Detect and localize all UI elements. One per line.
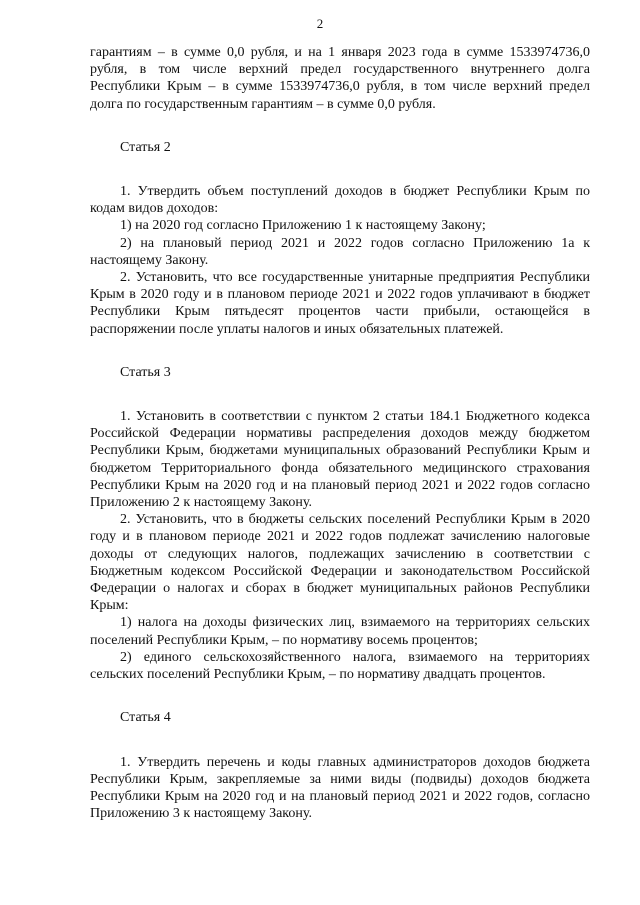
article-3-heading: Статья 3 (120, 364, 171, 380)
article-3-paragraph-2: 2. Установить, что в бюджеты сельских поселений Республики Крым в 2020 году и в плановом периоде 2021 и 2022 годов подлежат зачислению налоговые доходы от следующих налогов, подлежащих зачислению в соответствии с Бюджетным кодексом Российской Федерации и законодательством Российской Федерации о налогах и сборах в бюджет муниципальных районов Республики Крым: (90, 512, 590, 614)
intro-paragraph: гарантиям – в сумме 0,0 рубля, и на 1 января 2023 года в сумме 1533974736,0 рубля, в том числе верхний предел государственного внутреннего долга Республики Крым – в сумме 1533974736,0 рубля, в том числе верхний предел долга по государственным гарантиям – в сумме 0,0 рубля. (90, 45, 590, 112)
article-2-paragraph-1: 1. Утвердить объем поступлений доходов в бюджет Республики Крым по кодам видов доходов: (90, 184, 590, 217)
article-2-paragraph-3: 2) на плановый период 2021 и 2022 годов согласно Приложению 1а к настоящему Закону. (90, 235, 590, 268)
page-number: 2 (316, 16, 324, 31)
article-3-paragraph-1: 1. Установить в соответствии с пунктом 2 статьи 184.1 Бюджетного кодекса Российской Федерации нормативы распределения доходов между бюджетом Республики Крым, бюджетами муниципальных образований Республики Крым и бюджетом Территориального фонда обязательного медицинского страхования Республики Крым на 2020 год и на плановый период 2021 и 2022 годов согласно Приложению 2 к настоящему Закону. (90, 409, 590, 511)
article-2-heading: Статья 2 (120, 139, 171, 155)
article-3-paragraph-4: 2) единого сельскохозяйственного налога, взимаемого на территориях сельских поселений Республики Крым, – по нормативу двадцать процентов. (90, 649, 590, 683)
article-3-paragraph-3: 1) налога на доходы физических лиц, взимаемого на территориях сельских поселений Республики Крым, – по нормативу восемь процентов; (90, 615, 590, 648)
article-4-paragraph-1: 1. Утвердить перечень и коды главных администраторов доходов бюджета Республики Крым, закрепляемые за ними виды (подвиды) доходов бюджета Республики Крым на 2020 год и на плановый период 2021 и 2022 годов, согласно Приложению 3 к настоящему Закону. (90, 754, 590, 822)
article-2-paragraph-2: 1) на 2020 год согласно Приложению 1 к настоящему Закону; (120, 218, 486, 234)
article-2-paragraph-4: 2. Установить, что все государственные унитарные предприятия Республики Крым в 2020 году и в плановом периоде 2021 и 2022 годов уплачивают в бюджет Республики Крым пятьдесят процентов части прибыли, остающейся в распоряжении после уплаты налогов и иных обязательных платежей. (90, 270, 590, 337)
document-body (90, 44, 590, 822)
article-4-heading: Статья 4 (120, 710, 171, 726)
